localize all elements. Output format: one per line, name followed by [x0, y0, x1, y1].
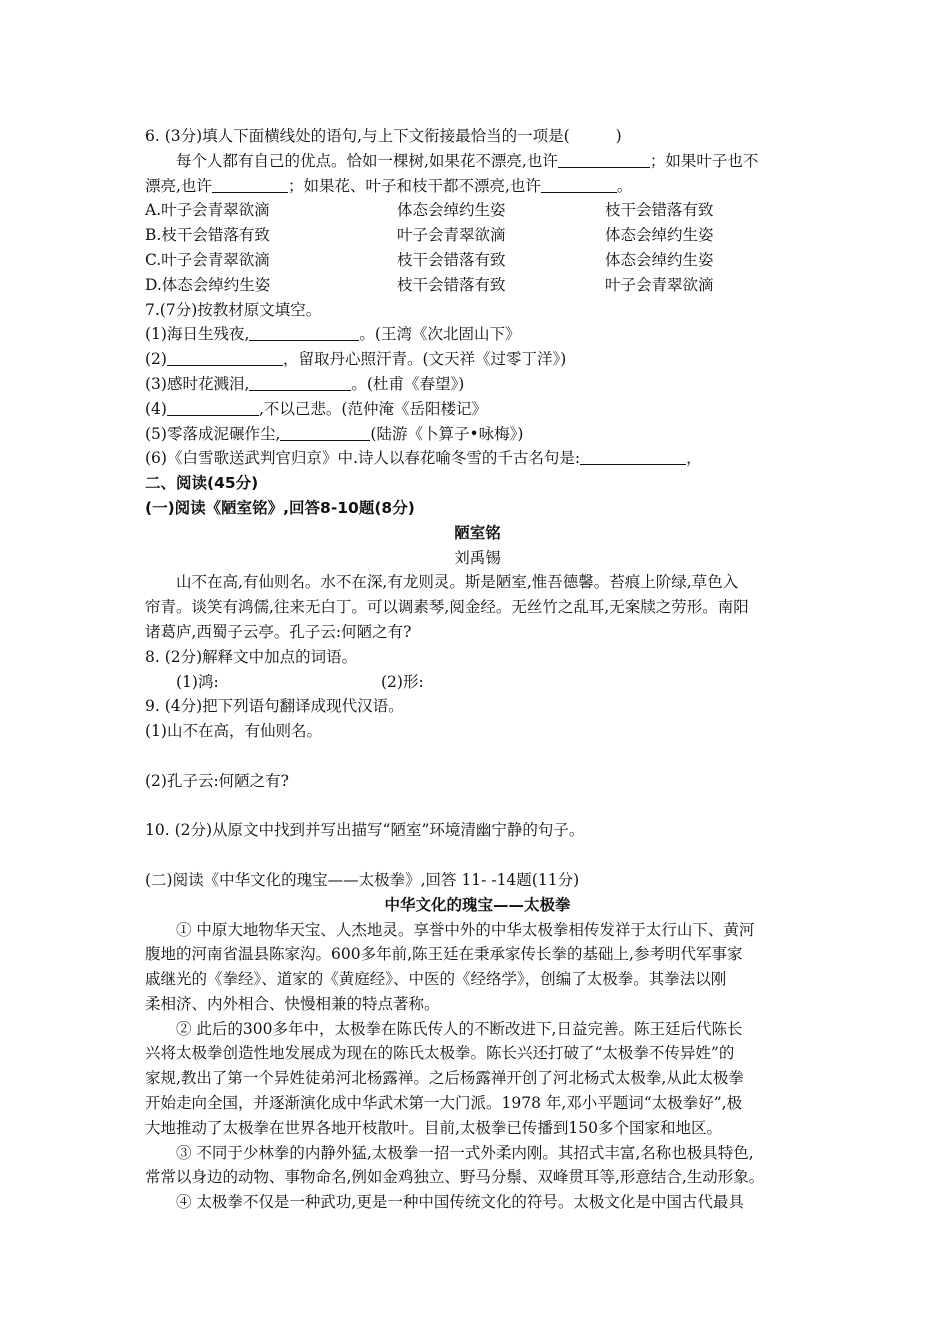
q6-stem-text: 6. (3分)填人下面横线处的语句,与上下文衔接最恰当的一项是(	[145, 127, 570, 145]
q7-item-text: (5)零落成泥碾作尘,	[145, 424, 281, 443]
q7-item-text: ,不以己悲。(范仲淹《岳阳楼记》	[258, 399, 487, 418]
q6-passage-text: 漂亮,也许	[145, 176, 212, 195]
q6-passage-line-1	[145, 149, 810, 174]
fill-blank-1[interactable]	[558, 151, 650, 168]
q8-items	[145, 670, 810, 695]
article-line: ② 此后的300多年中，太极拳在陈氏传人的不断改进下,日益完善。陈王廷后代陈长	[176, 1019, 743, 1038]
option-text: 叶子会青翠欲滴	[397, 226, 506, 245]
q7-item-text: (1)海日生残夜,	[145, 325, 250, 344]
option-text: B.枝干会错落有致	[145, 226, 270, 245]
article-line: 常常以身边的动物、事物命名,例如金鸡独立、野马分鬃、双峰贯耳等,形意结合,生动形象。	[145, 1168, 765, 1187]
q7-item-text: ，	[686, 449, 702, 468]
answer-space[interactable]	[145, 744, 810, 769]
option-text: 体态会绰约生姿	[605, 226, 714, 245]
q7-item-4	[145, 397, 810, 422]
fill-blank[interactable]	[580, 448, 686, 465]
article-line: ① 中原大地物华天宝、人杰地灵。享誉中外的中华太极拳相传发祥于太行山下、黄河	[176, 920, 755, 939]
q7-item-text: (6)《白雪歌送武判官归京》中.诗人以春花喻冬雪的千古名句是:	[145, 449, 581, 468]
q6-stem-close: )	[615, 127, 622, 145]
fill-blank[interactable]	[280, 424, 370, 441]
q6-stem	[145, 124, 810, 149]
q7-item-text: 。(杜甫《春望》)	[351, 374, 465, 393]
page-content	[145, 124, 810, 1215]
q9-stem: 9. (4分)把下列语句翻译成现代汉语。	[145, 697, 404, 716]
q6-passage-text: 。	[616, 176, 633, 195]
q8-item: (2)形:	[381, 672, 424, 691]
q7-item-text: 。(王湾《次北固山下》	[359, 325, 521, 344]
fill-blank[interactable]	[249, 324, 359, 341]
subsection-heading: (一)阅读《陋室铭》,回答8-10题(8分)	[145, 498, 415, 517]
q6-passage-text: ；如果叶子也不	[649, 151, 759, 170]
q7-item-text: (陆游《卜算子•咏梅》)	[370, 424, 524, 443]
q6-option-c[interactable]	[145, 248, 810, 273]
q6-option-b[interactable]	[145, 223, 810, 248]
article-line: 大地推动了太极拳在世界各地开枝散叶。目前,太极拳已传播到150多个国家和地区。	[145, 1118, 723, 1137]
q7-item-6	[145, 446, 810, 471]
option-text: D.体态会绰约生姿	[145, 275, 271, 294]
q9-item: (1)山不在高，有仙则名。	[145, 722, 322, 741]
article-line: 开始走向全国，并逐渐演化成中华武术第一大门派。1978 年,邓小平题词“太极拳好”,极	[145, 1094, 743, 1113]
q7-stem: 7.(7分)按教材原文填空。	[145, 300, 322, 319]
q7-item-5	[145, 422, 810, 447]
article-line: ③ 不同于少林拳的内静外猛,太极拳一招一式外柔内刚。其招式丰富,名称也极具特色,	[176, 1143, 754, 1162]
option-text: 体态会绰约生姿	[605, 250, 714, 269]
poem-title: 陋室铭	[454, 523, 501, 542]
poem-author: 刘禹锡	[454, 548, 501, 567]
option-text: 叶子会青翠欲滴	[605, 275, 714, 294]
article-line: 柔相济、内外相合、快慢相兼的特点著称。	[145, 994, 440, 1013]
q6-passage-line-2	[145, 174, 810, 199]
q7-item-2	[145, 347, 810, 372]
q9-item: (2)孔子云:何陋之有?	[145, 771, 289, 790]
q7-item-1	[145, 322, 810, 347]
q7-item-text: (2)	[145, 350, 167, 369]
answer-space[interactable]	[145, 794, 810, 819]
option-text: C.叶子会青翠欲滴	[145, 250, 270, 269]
q6-option-a[interactable]	[145, 198, 810, 223]
q7-item-text: (4)	[145, 399, 167, 418]
option-text: 枝干会错落有致	[605, 201, 714, 220]
option-text: 枝干会错落有致	[397, 250, 506, 269]
subsection-heading: (二)阅读《中华文化的瑰宝——太极拳》,回答 11- -14题(11分)	[145, 870, 580, 889]
article-line: 戚继光的《拳经》、道家的《黄庭经》、中医的《经络学》，创编了太极拳。其拳法以刚	[145, 970, 727, 989]
poem-line: 山不在高,有仙则名。水不在深,有龙则灵。斯是陋室,惟吾德馨。苔痕上阶绿,草色入	[176, 573, 739, 592]
q10-stem: 10. (2分)从原文中找到并写出描写“陋室”环境清幽宁静的句子。	[145, 821, 585, 840]
section-heading: 二、阅读(45分)	[145, 474, 259, 493]
fill-blank[interactable]	[249, 374, 351, 391]
fill-blank-3[interactable]	[541, 176, 617, 193]
q6-passage-text: 每个人都有自己的优点。恰如一棵树,如果花不漂亮,也许	[176, 151, 558, 170]
q8-stem: 8. (2分)解释文中加点的词语。	[145, 647, 358, 666]
q7-item-text: ，留取丹心照汗青。(文天祥《过零丁洋》)	[282, 350, 567, 369]
article-title: 中华文化的瑰宝——太极拳	[384, 895, 571, 914]
option-text: 体态会绰约生姿	[397, 201, 506, 220]
option-text: A.叶子会青翠欲滴	[145, 201, 270, 220]
q8-item: (1)鸿:	[176, 672, 219, 691]
article-line: 腹地的河南省温县陈家沟。600多年前,陈王廷在秉承家传长拳的基础上,参考明代军事家	[145, 945, 743, 964]
answer-space[interactable]	[145, 843, 810, 868]
q7-item-3	[145, 372, 810, 397]
poem-line: 诸葛庐,西蜀子云亭。孔子云:何陋之有?	[145, 622, 412, 641]
q6-option-d[interactable]	[145, 273, 810, 298]
q7-item-text: (3)感时花溅泪,	[145, 374, 250, 393]
poem-line: 帘青。谈笑有鸿儒,往来无白丁。可以调素琴,阅金经。无丝竹之乱耳,无案牍之劳形。南阳	[145, 598, 749, 617]
article-line: 兴将太极拳创造性地发展成为现在的陈氏太极拳。陈长兴还打破了“太极拳不传异姓”的	[145, 1044, 735, 1063]
option-text: 枝干会错落有致	[397, 275, 506, 294]
fill-blank[interactable]	[167, 399, 259, 416]
fill-blank[interactable]	[167, 349, 283, 366]
fill-blank-2[interactable]	[212, 176, 288, 193]
article-line: ④ 太极拳不仅是一种武功,更是一种中国传统文化的符号。太极文化是中国古代最具	[176, 1193, 744, 1212]
q6-passage-text: ；如果花、叶子和枝干都不漂亮,也许	[287, 176, 541, 195]
article-line: 家规,教出了第一个异姓徒弟河北杨露禅。之后杨露禅开创了河北杨式太极拳,从此太极拳	[145, 1069, 744, 1088]
